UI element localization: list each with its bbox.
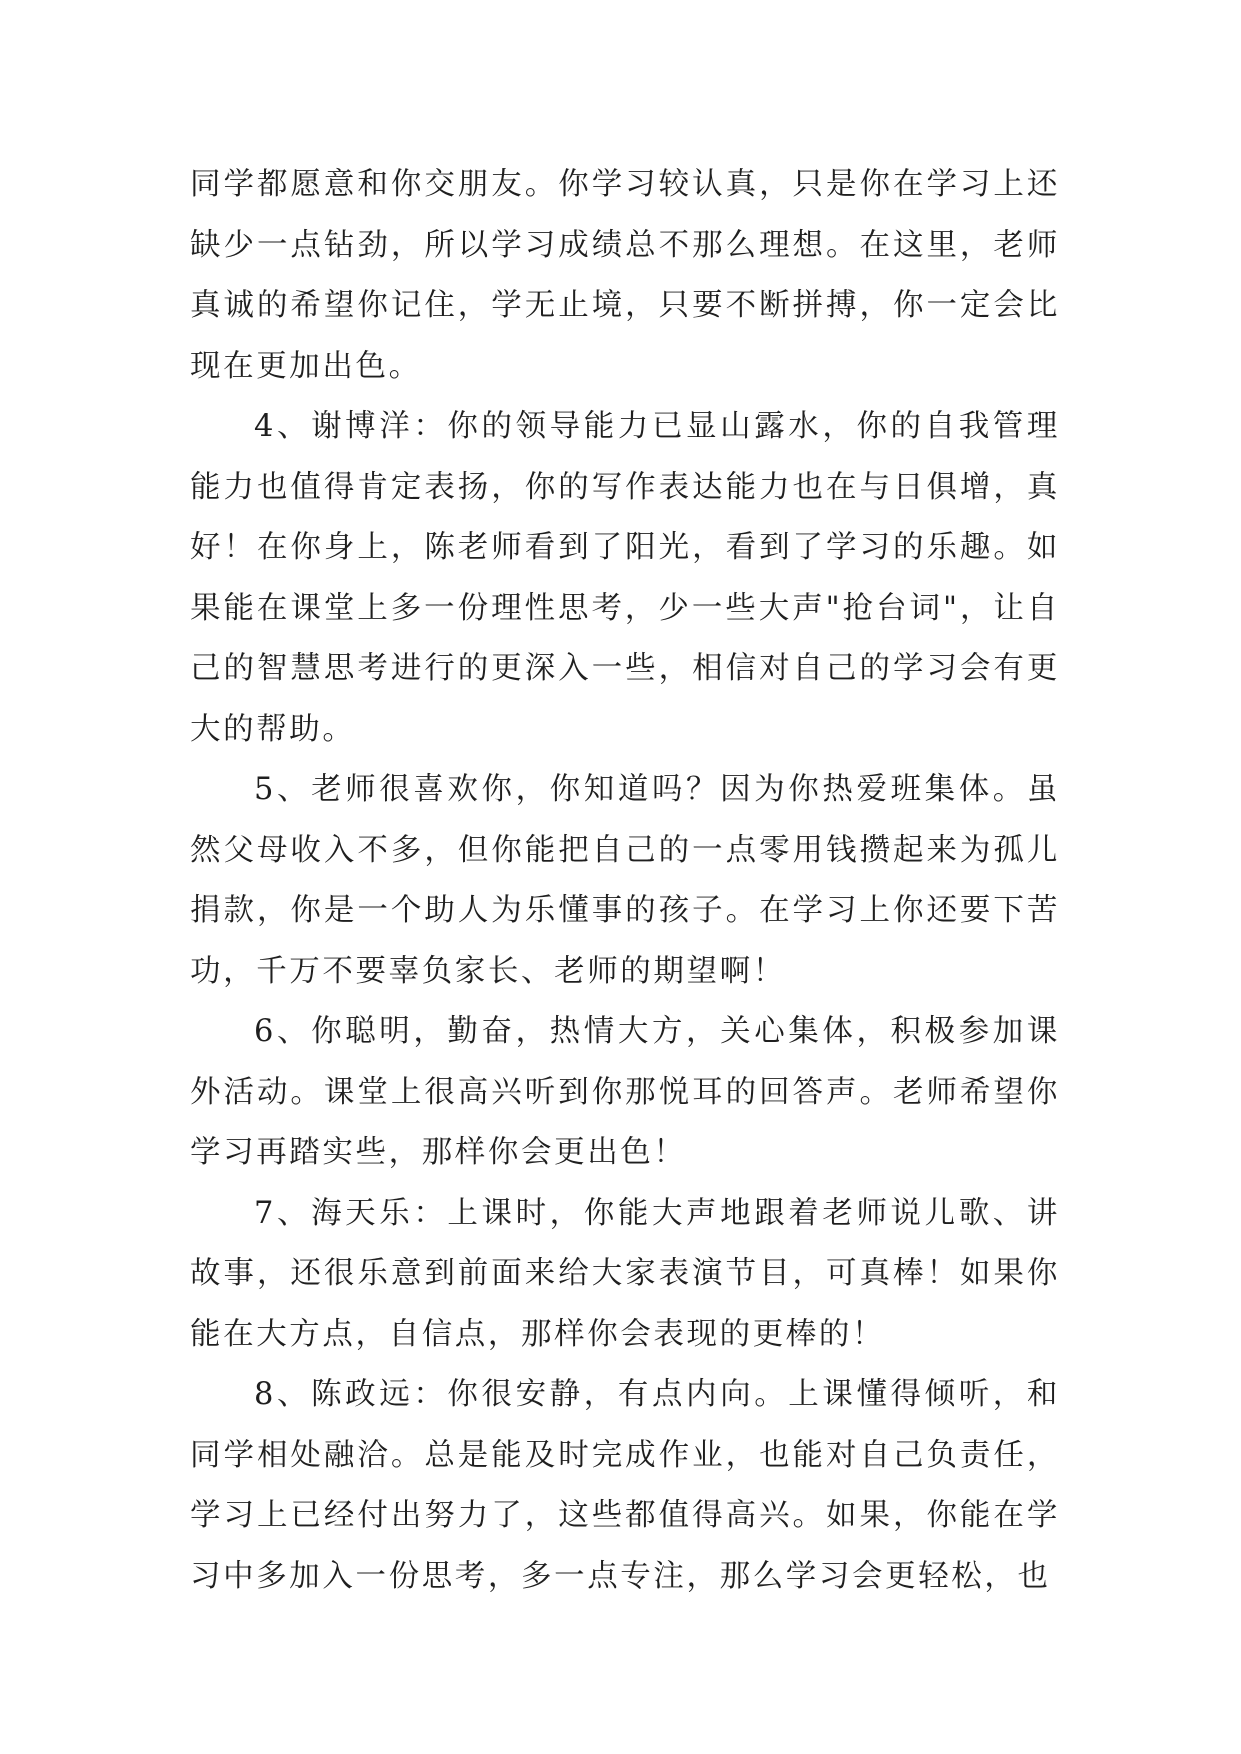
paragraph-comment-6: 6、你聪明，勤奋，热情大方，关心集体，积极参加课外活动。课堂上很高兴听到你那悦耳的回答声。老师希望你学习再踏实些，那样你会更出色！ bbox=[190, 1014, 1060, 1170]
paragraph-continued: 同学都愿意和你交朋友。你学习较认真，只是你在学习上还缺少一点钻劲，所以学习成绩总不那么理想。在这里，老师真诚的希望你记住，学无止境，只要不断拼搏，你一定会比现在更加出色。 bbox=[190, 167, 1060, 384]
paragraph-comment-7: 7、海天乐：上课时，你能大声地跟着老师说儿歌、讲故事，还很乐意到前面来给大家表演节目，可真棒！如果你能在大方点，自信点，那样你会表现的更棒的！ bbox=[190, 1195, 1060, 1352]
paragraph-comment-8: 8、陈政远：你很安静，有点内向。上课懂得倾听，和同学相处融洽。总是能及时完成作业，也能对自己负责任，学习上已经付出努力了，这些都值得高兴。如果，你能在学习中多加入一份思考，多一点专注，那么学习会更轻松，也 bbox=[190, 1377, 1060, 1594]
paragraph-comment-5: 5、老师很喜欢你，你知道吗？因为你热爱班集体。虽然父母收入不多，但你能把自己的一点零用钱攒起来为孤儿捐款，你是一个助人为乐懂事的孩子。在学习上你还要下苦功，千万不要辜负家长、老师的期望啊！ bbox=[190, 772, 1060, 989]
paragraph-comment-4: 4、谢博洋：你的领导能力已显山露水，你的自我管理能力也值得肯定表扬，你的写作表达能力也在与日俱增，真好！在你身上，陈老师看到了阳光，看到了学习的乐趣。如果能在课堂上多一份理性思考，少一些大声"抢台词"，让自己的智慧思考进行的更深入一些，相信对自己的学习会有更大的帮助。 bbox=[190, 409, 1060, 747]
document-body bbox=[190, 155, 1060, 1607]
